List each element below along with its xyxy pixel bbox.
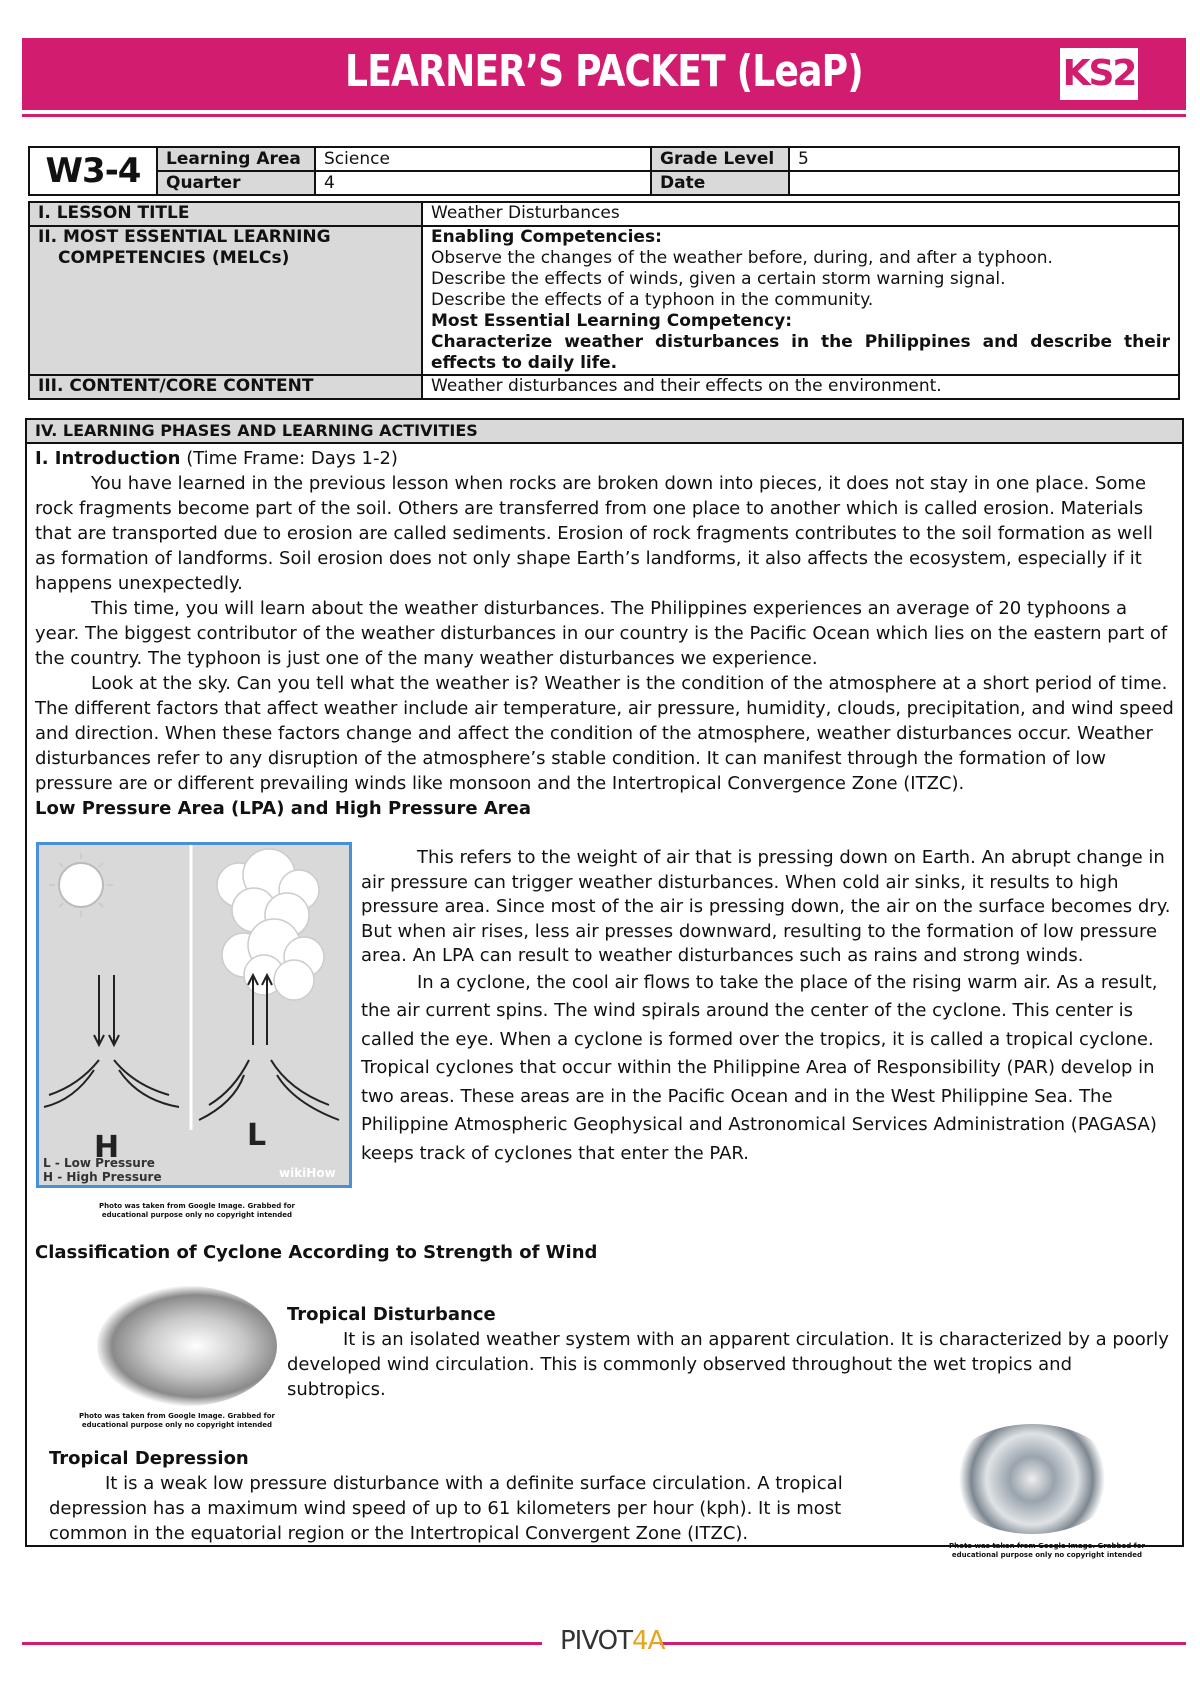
diagram-credit: Photo was taken from Google Image. Grabbed for educational purpose only no copyright intended	[99, 1202, 295, 1219]
content-label: III. CONTENT/CORE CONTENT	[29, 375, 422, 399]
legend-high: H - High Pressure	[43, 1170, 162, 1184]
pivot-logo-main: PIVOT	[560, 1626, 633, 1656]
week-label: W3-4	[29, 147, 157, 195]
classification-heading: Classification of Cyclone According to Strength of Wind	[35, 1242, 598, 1263]
enabling-item: Describe the effects of a typhoon in the community.	[431, 290, 874, 310]
quarter-label: Quarter	[157, 171, 315, 195]
intro-paragraph: You have learned in the previous lesson when rocks are broken down into pieces, it does not stay in one place. Some rock fragments become part of the soil. Others are transferred from one place to another which is called erosion. Materials that are transported due to erosion are called sediments. Erosion of rock fragments contributes to the soil formation as well as formation of landforms. Soil erosion does not only shape Earth’s landforms, it also affects the ecosystem, especially if it happens unexpectedly.	[35, 473, 1153, 594]
lesson-table	[28, 201, 1180, 400]
mec-text: Characterize weather disturbances in the Philippines and describe their effects to daily life.	[431, 332, 1170, 373]
high-pressure-label: H	[94, 1130, 120, 1165]
intro-label: I. Introduction	[35, 448, 181, 469]
packet-title: LEARNER’S PACKET (LeaP)	[345, 46, 863, 97]
pressure-diagram	[36, 842, 352, 1188]
content-value: Weather disturbances and their effects on the environment.	[422, 375, 1179, 399]
mec-label: Most Essential Learning Competency:	[431, 311, 793, 331]
tdep-credit: Photo was taken from Google Image. Grabbed for educational purpose only no copyright intended	[949, 1542, 1145, 1559]
lesson-title-value: Weather Disturbances	[422, 202, 1179, 226]
introduction-block	[35, 446, 1175, 821]
pressure-diagram-illustration	[39, 845, 349, 1185]
tropical-depression-image	[947, 1424, 1117, 1534]
grade-level-value: 5	[789, 147, 1179, 171]
melc-label-line2: COMPETENCIES (MELCs)	[58, 248, 290, 268]
lpa-text-block	[361, 846, 1171, 1168]
pivot-logo-accent: 4A	[632, 1626, 665, 1656]
learning-area-label: Learning Area	[157, 147, 315, 171]
learning-area-value: Science	[315, 147, 651, 171]
intro-time: (Time Frame: Days 1-2)	[180, 448, 398, 469]
tropical-disturbance-block	[287, 1302, 1172, 1402]
tdep-text: It is a weak low pressure disturbance with a definite surface circulation. A tropical depression has a maximum wind speed of up to 61 kilometers per hour (kph). It is most common in the equatorial region or the Intertropical Convergent Zone (ITZC).	[49, 1473, 843, 1544]
intro-paragraph: This time, you will learn about the weather disturbances. The Philippines experiences an average of 20 typhoons a year. The biggest contributor of the weather disturbances in our country is the Pacific Ocean which lies on the eastern part of the country. The typhoon is just one of the many weather disturbances we experience.	[35, 598, 1168, 669]
legend-low: L - Low Pressure	[43, 1156, 155, 1170]
low-pressure-label: L	[247, 1118, 267, 1153]
date-label: Date	[651, 171, 789, 195]
ks-badge: KS2	[1060, 48, 1138, 100]
lesson-title-label: I. LESSON TITLE	[29, 202, 422, 226]
melc-label	[29, 226, 422, 375]
tropical-depression-block	[49, 1446, 869, 1546]
enabling-item: Describe the effects of winds, given a certain storm warning signal.	[431, 269, 1006, 289]
tdep-heading: Tropical Depression	[49, 1448, 249, 1469]
td-heading: Tropical Disturbance	[287, 1304, 496, 1325]
enabling-item: Observe the changes of the weather before, during, and after a typhoon.	[431, 248, 1053, 268]
enabling-label: Enabling Competencies:	[431, 227, 662, 247]
intro-paragraph: Look at the sky. Can you tell what the weather is? Weather is the condition of the atmosphere at a short period of time. The different factors that affect weather include air temperature, air pressure, humidity, clouds, precipitation, and wind speed and direction. When these factors change and affect the condition of the atmosphere, weather disturbances occur. Weather disturbances refer to any disruption of the atmosphere’s stable condition. It can manifest through the formation of low pressure are or different prevailing winds like monsoon and the Intertropical Convergence Zone (ITZC).	[35, 673, 1174, 794]
td-credit: Photo was taken from Google Image. Grabbed for educational purpose only no copyright intended	[79, 1412, 275, 1429]
activities-section	[25, 418, 1184, 1559]
pivot-logo	[560, 1626, 664, 1656]
header-divider	[22, 114, 1186, 117]
info-table	[28, 146, 1180, 196]
footer-line-left	[22, 1642, 542, 1645]
header-banner	[22, 38, 1186, 110]
grade-level-label: Grade Level	[651, 147, 789, 171]
lpa-heading: Low Pressure Area (LPA) and High Pressure Area	[35, 798, 532, 819]
melc-content	[422, 226, 1179, 375]
footer-line-right	[660, 1642, 1186, 1645]
wikihow-watermark: wikiHow	[279, 1166, 336, 1180]
tropical-disturbance-image	[97, 1286, 277, 1406]
date-value	[789, 171, 1179, 195]
lpa-paragraph: This refers to the weight of air that is pressing down on Earth. An abrupt change in air pressure can trigger weather disturbances. When cold air sinks, it results to high pressure area. Since most of the air is pressing down, the air on the surface becomes dry. But when air rises, less air presses downward, resulting to the formation of low pressure area. An LPA can result to weather disturbances such as rains and strong winds.	[361, 847, 1171, 966]
melc-label-line1: II. MOST ESSENTIAL LEARNING	[38, 227, 331, 247]
td-text: It is an isolated weather system with an apparent circulation. It is characterized by a poorly developed wind circulation. This is commonly observed throughout the wet tropics and subtropics.	[287, 1329, 1169, 1400]
quarter-value: 4	[315, 171, 651, 195]
activities-heading: IV. LEARNING PHASES AND LEARNING ACTIVITIES	[27, 420, 1182, 444]
lpa-paragraph: In a cyclone, the cool air flows to take the place of the rising warm air. As a result, the air current spins. The wind spirals around the center of the cyclone. This center is called the eye. When a cyclone is formed over the tropics, it is called a tropical cyclone. Tropical cyclones that occur within the Philippine Area of Responsibility (PAR) develop in two areas. These areas are in the Pacific Ocean and in the West Philippine Sea. The Philippine Atmospheric Geophysical and Astronomical Services Administration (PAGASA) keeps track of cyclones that enter the PAR.	[361, 971, 1158, 1164]
